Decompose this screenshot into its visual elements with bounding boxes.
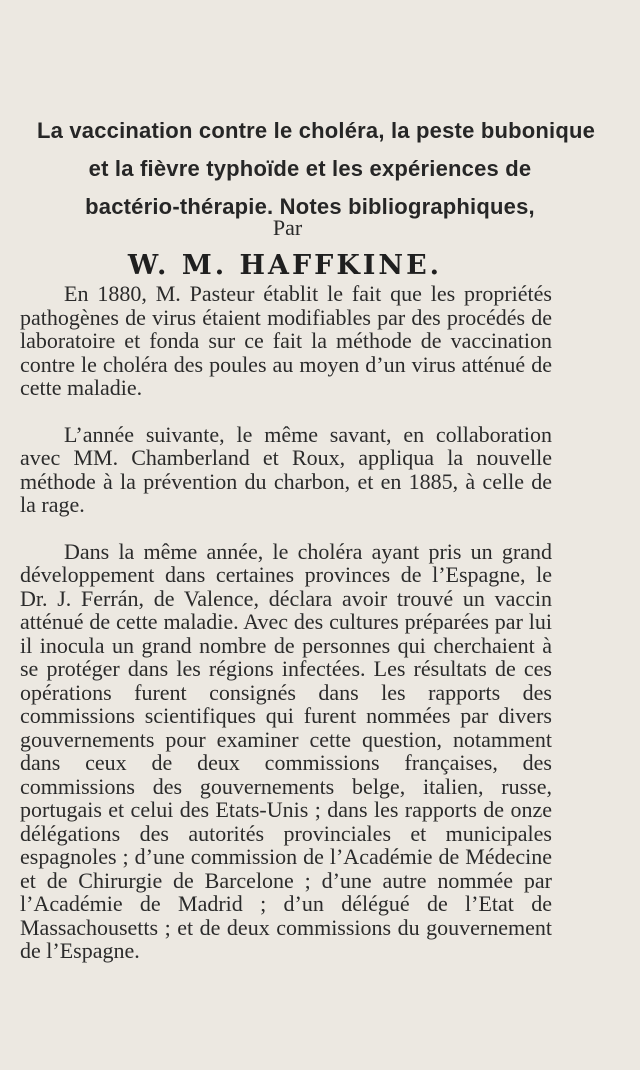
paragraph-1: En 1880, M. Pasteur établit le fait que les propriétés pathogènes de virus étaient modifiables par des procédés de laboratoire et fonda sur ce fait la méthode de vaccination contre le choléra des poules au moyen d’un virus atténué de cette maladie. [20, 281, 552, 400]
title-line-1: La vaccination contre le choléra, la peste bubonique [36, 118, 596, 143]
author-name: W. M. HAFFKINE. [127, 250, 443, 281]
paragraph-2: L’année suivante, le même savant, en collaboration avec MM. Chamberland et Roux, appliqua la nouvelle méthode à la prévention du charbon, et en 1885, à celle de la rage. [20, 421, 552, 517]
article-title [0, 112, 620, 226]
paragraph-3: Dans la même année, le choléra ayant pris un grand développement dans certaines provinces de l’Espagne, le Dr. J. Ferrán, de Valence, déclara avoir trouvé un vaccin atténué de cette maladie. Avec des cultures préparées par lui il inocula un grand nombre de personnes qui cherchaient à se protéger dans les régions infectées. Les résultats de ces opérations furent consignés dans les rapports des commissions scientifiques qui furent nommées par divers gouvernements pour examiner cette question, notamment dans ceux de deux commissions françaises, des commissions des gouvernements belge, italien, russe, portugais et celui des Etats-Unis ; dans les rapports de onze délégations des autorités provinciales et municipales espagnoles ; d’une commission de l’Académie de Médecine et de Chirurgie de Barcelone ; d’une autre nommée par l’Académie de Madrid ; d’un délégué de l’Etat de Massachousetts ; et de deux commissions du gouvernement de l’Espagne. [20, 538, 552, 963]
title-line-3: bactério-thérapie. Notes bibliographiques, [85, 194, 535, 219]
body-text [20, 282, 552, 986]
title-line-2: et la fièvre typhoïde et les expériences de [88, 156, 532, 181]
by-label: Par [272, 215, 303, 240]
